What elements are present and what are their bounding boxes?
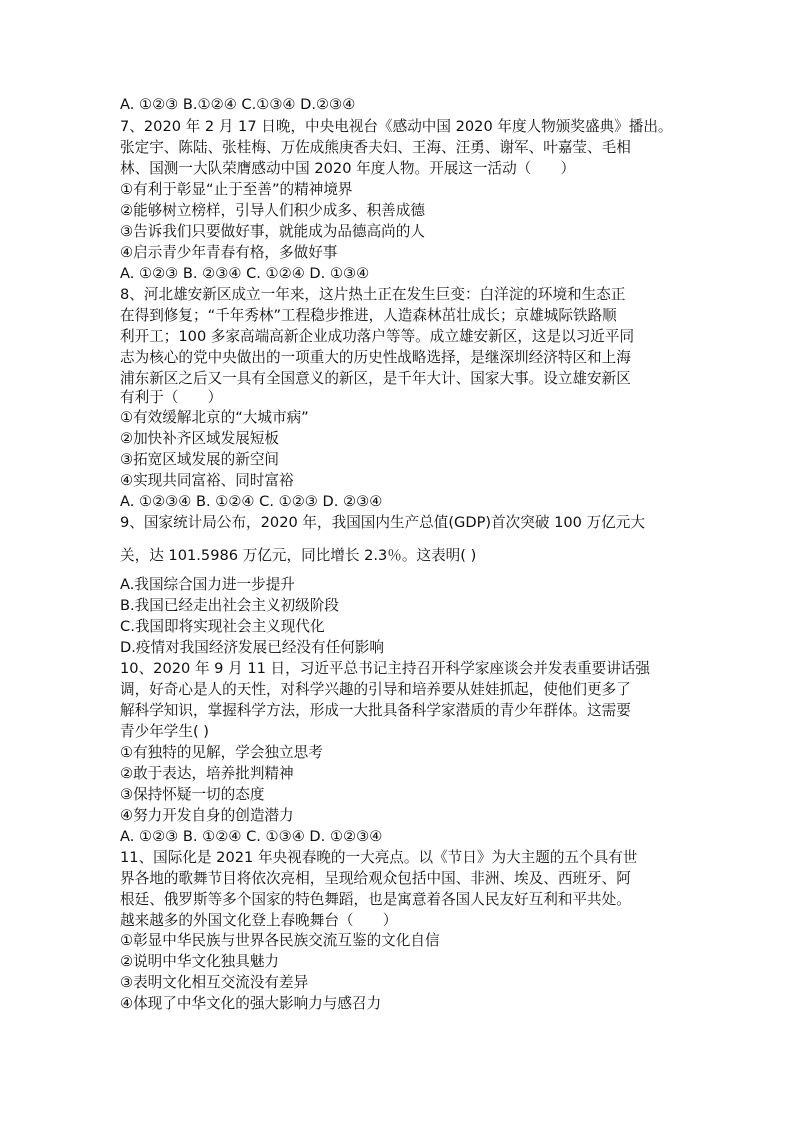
q9-option-c: C.我国即将实现社会主义现代化 [120, 618, 325, 635]
q8-stem-line-3: 利开工；100 多家高端高新企业成功落户等等。成立雄安新区，这是以习近平同 [120, 328, 635, 345]
q7-statement-1: ①有利于彰显“止于至善”的精神境界 [120, 181, 353, 198]
q10-stem-line-1: 10、2020 年 9 月 11 日，习近平总书记主持召开科学家座谈会并发表重要讲话强 [120, 660, 650, 677]
q9-stem-line-1: 9、国家统计局公布，2020 年，我国国内生产总值(GDP)首次突破 100 万亿元大 [120, 514, 645, 531]
q7-options: A. ①②③ B. ②③④ C. ①②④ D. ①③④ [120, 265, 370, 282]
q10-stem-line-4: 青少年学生( ) [120, 723, 209, 740]
q9-option-b: B.我国已经走出社会主义初级阶段 [120, 597, 339, 614]
q6-options: A. ①②③ B.①②④ C.①③④ D.②③④ [120, 96, 356, 113]
q9-option-d: D.疫情对我国经济发展已经没有任何影响 [120, 639, 384, 656]
q9-option-a: A.我国综合国力进一步提升 [120, 576, 295, 593]
q8-stem-line-4: 志为核心的党中央做出的一项重大的历史性战略选择，是继深圳经济特区和上海 [120, 349, 631, 366]
q8-stem-line-6: 有利于（ ） [120, 389, 223, 406]
q11-stem-line-2: 界各地的歌舞节目将依次亮相，呈现给观众包括中国、非洲、埃及、西班牙、阿 [120, 870, 631, 887]
q7-statement-2: ②能够树立榜样，引导人们积少成多、积善成德 [120, 202, 425, 219]
q10-stem-line-2: 调，好奇心是人的天性，对科学兴趣的引导和培养要从娃娃抓起，使他们更多了 [120, 681, 631, 698]
q7-stem-line-1: 7、2020 年 2 月 17 日晚，中央电视台《感动中国 2020 年度人物颁奖盛典》播出。 [120, 118, 673, 135]
q10-statement-4: ④努力开发自身的创造潜力 [120, 807, 294, 824]
q8-stem-line-1: 8、河北雄安新区成立一年来，这片热土正在发生巨变：白洋淀的环境和生态正 [120, 286, 626, 303]
q8-statement-4: ④实现共同富裕、同时富裕 [120, 472, 294, 489]
q11-statement-3: ③表明文化相互交流没有差异 [120, 974, 309, 991]
q8-statement-3: ③拓宽区域发展的新空间 [120, 451, 280, 468]
q8-stem-line-2: 在得到修复；“千年秀林”工程稳步推进，人造森林茁壮成长；京雄城际铁路顺 [120, 307, 617, 324]
q10-statement-3: ③保持怀疑一切的态度 [120, 786, 265, 803]
q7-statement-4: ④启示青少年青春有格，多做好事 [120, 244, 338, 261]
q11-statement-1: ①彰显中华民族与世界各民族交流互鉴的文化自信 [120, 932, 440, 949]
q8-statement-2: ②加快补齐区域发展短板 [120, 430, 280, 447]
q8-options: A. ①②③④ B. ①②④ C. ①②③ D. ②③④ [120, 493, 383, 510]
q11-stem-line-3: 根廷、俄罗斯等多个国家的特色舞蹈，也是寓意着各国人民友好互利和平共处。 [120, 891, 631, 908]
q8-statement-1: ①有效缓解北京的“大城市病” [120, 409, 309, 426]
q10-stem-line-3: 解科学知识，掌握科学方法，形成一大批具备科学家潜质的青少年群体。这需要 [120, 702, 631, 719]
q7-statement-3: ③告诉我们只要做好事，就能成为品德高尚的人 [120, 223, 425, 240]
q11-statement-2: ②说明中华文化独具魅力 [120, 953, 280, 970]
q11-statement-4: ④体现了中华文化的强大影响力与感召力 [120, 995, 382, 1012]
q7-stem-line-2: 张定宇、陈陆、张桂梅、万佐成熊庚香夫妇、王海、汪勇、谢军、叶嘉莹、毛相 [120, 139, 631, 156]
q11-stem-line-1: 11、国际化是 2021 年央视春晚的一大亮点。以《节日》为大主题的五个具有世 [120, 849, 638, 866]
q8-stem-line-5: 浦东新区之后又一具有全国意义的新区，是千年大计、国家大事。设立雄安新区 [120, 370, 631, 387]
q10-statement-2: ②敢于表达，培养批判精神 [120, 765, 294, 782]
q9-stem-line-2: 关，达 101.5986 万亿元，同比增长 2.3％。这表明( ) [120, 547, 477, 564]
q7-stem-line-3: 林、国测一大队荣膺感动中国 2020 年度人物。开展这一活动（ ） [120, 160, 576, 177]
q10-options: A. ①②③ B. ①②④ C. ①③④ D. ①②③④ [120, 828, 383, 845]
q11-stem-line-4: 越来越多的外国文化登上春晚舞台（ ） [120, 912, 398, 929]
q10-statement-1: ①有独特的见解，学会独立思考 [120, 744, 323, 761]
